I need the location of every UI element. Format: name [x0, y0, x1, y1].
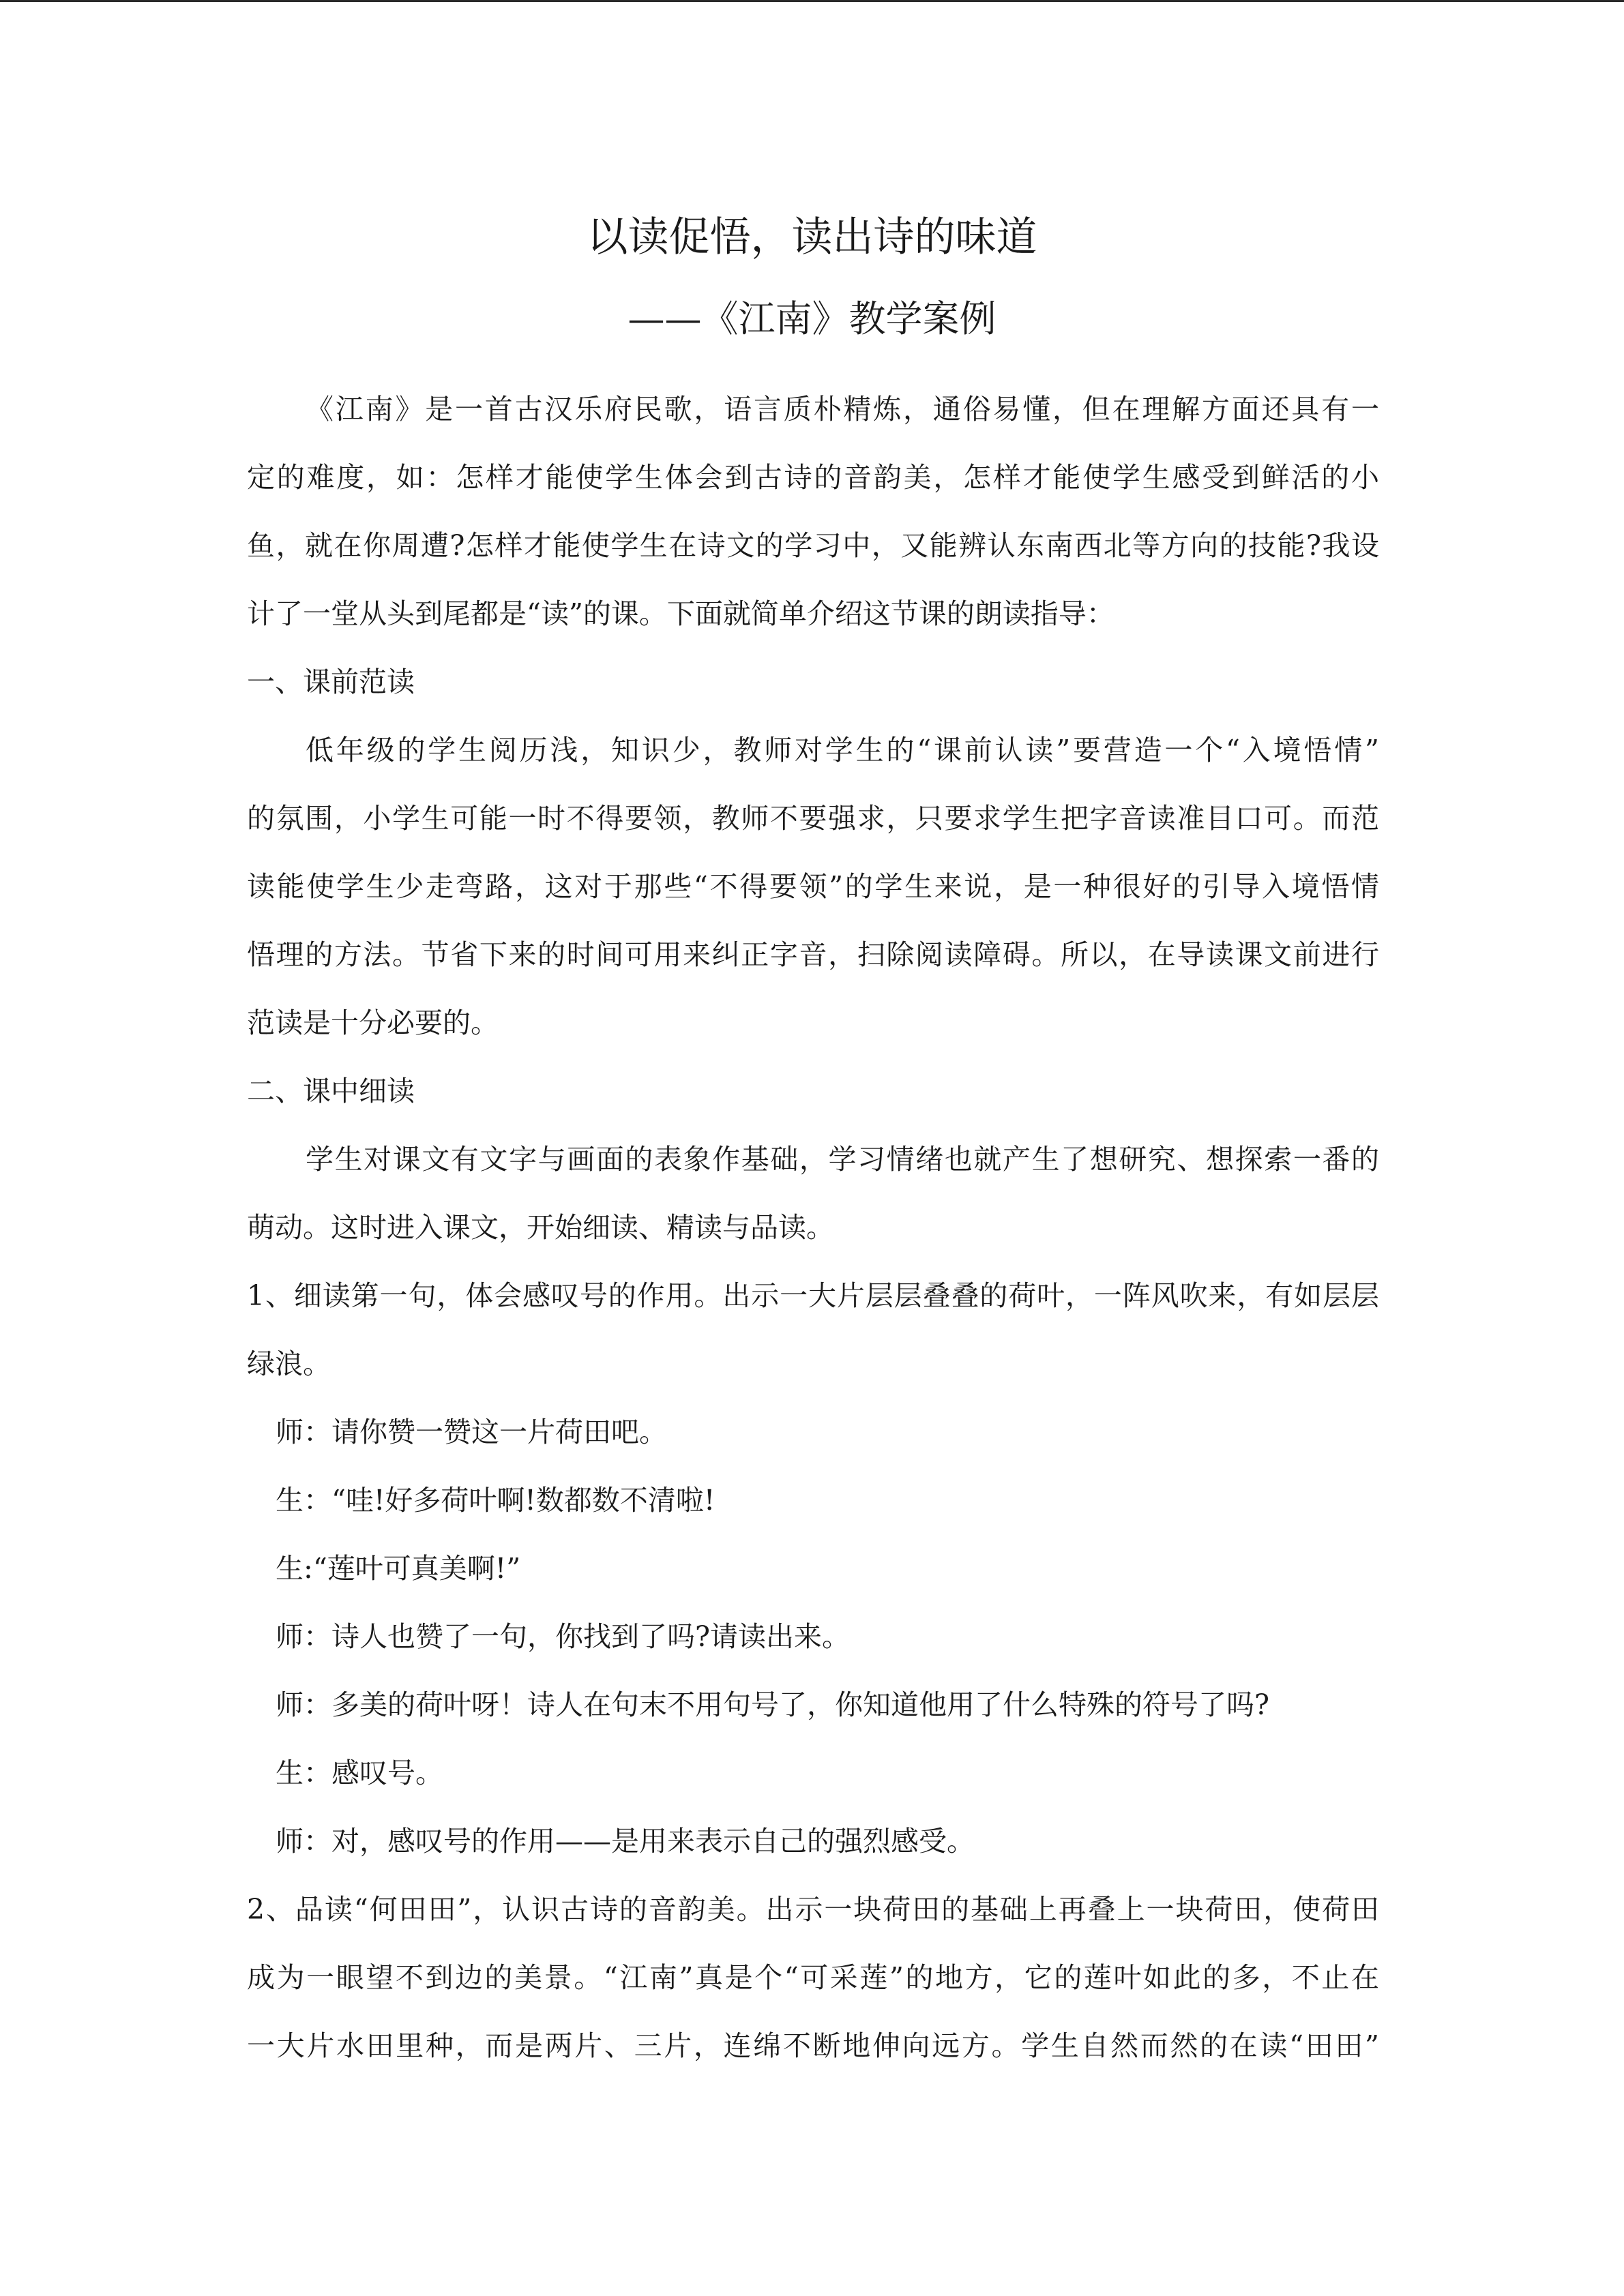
- paragraph-line: 范读是十分必要的。: [247, 1007, 499, 1039]
- dialogue-line: 生:“莲叶可真美啊!”: [276, 1552, 521, 1585]
- dialogue-line: 师：多美的荷叶呀！诗人在句末不用句号了，你知道他用了什么特殊的符号了吗?: [276, 1688, 1269, 1721]
- paragraph-line: 的氛围，小学生可能一时不得要领，教师不要强求，只要求学生把字音读准目口可。而范: [247, 802, 1379, 835]
- top-border-line: [0, 0, 1624, 2]
- dialogue-line: 生：感叹号。: [276, 1757, 443, 1789]
- document-subtitle: ——《江南》教学案例: [628, 297, 996, 340]
- dialogue-line: 生：“哇!好多荷叶啊!数都数不清啦!: [276, 1484, 715, 1517]
- section-heading: 一、课前范读: [247, 666, 415, 698]
- dialogue-line: 师：诗人也赞了一句，你找到了吗?请读出来。: [276, 1620, 850, 1653]
- paragraph-line: 1、细读第一句，体会感叹号的作用。出示一大片层层叠叠的荷叶，一阵风吹来，有如层层: [247, 1279, 1379, 1312]
- document-title: 以读促悟，读出诗的味道: [587, 213, 1037, 261]
- dialogue-line: 师：请你赞一赞这一片荷田吧。: [276, 1416, 667, 1448]
- paragraph-line: 鱼，就在你周遭?怎样才能使学生在诗文的学习中，又能辨认东南西北等方向的技能?我设: [247, 529, 1379, 562]
- paragraph-line: 学生对课文有文字与画面的表象作基础，学习情绪也就产生了想研究、想探索一番的: [306, 1143, 1379, 1176]
- paragraph-line: 成为一眼望不到边的美景。“江南”真是个“可采莲”的地方，它的莲叶如此的多，不止在: [247, 1961, 1379, 1994]
- paragraph-line: 计了一堂从头到尾都是“读”的课。下面就简单介绍这节课的朗读指导：: [247, 597, 1114, 630]
- document-body: [247, 375, 1379, 2080]
- paragraph-line: 绿浪。: [247, 1347, 331, 1380]
- paragraph-line: 一大片水田里种，而是两片、三片，连绵不断地伸向远方。学生自然而然的在读“田田”: [247, 2029, 1379, 2062]
- paragraph-line: 萌动。这时进入课文，开始细读、精读与品读。: [247, 1211, 834, 1244]
- paragraph-line: 《江南》是一首古汉乐府民歌，语言质朴精炼，通俗易懂，但在理解方面还具有一: [306, 393, 1379, 426]
- paragraph-line: 低年级的学生阅历浅，知识少，教师对学生的“课前认读”要营造一个“入境悟情”: [306, 734, 1379, 766]
- section-heading: 二、课中细读: [247, 1075, 415, 1107]
- dialogue-line: 师：对，感叹号的作用——是用来表示自己的强烈感受。: [276, 1825, 975, 1858]
- paragraph-line: 2、品读“何田田”，认识古诗的音韵美。出示一块荷田的基础上再叠上一块荷田，使荷田: [247, 1893, 1379, 1926]
- paragraph-line: 定的难度，如：怎样才能使学生体会到古诗的音韵美，怎样才能使学生感受到鲜活的小: [247, 461, 1379, 494]
- paragraph-line: 读能使学生少走弯路，这对于那些“不得要领”的学生来说，是一种很好的引导入境悟情: [247, 870, 1379, 903]
- paragraph-line: 悟理的方法。节省下来的时间可用来纠正字音，扫除阅读障碍。所以，在导读课文前进行: [247, 938, 1379, 971]
